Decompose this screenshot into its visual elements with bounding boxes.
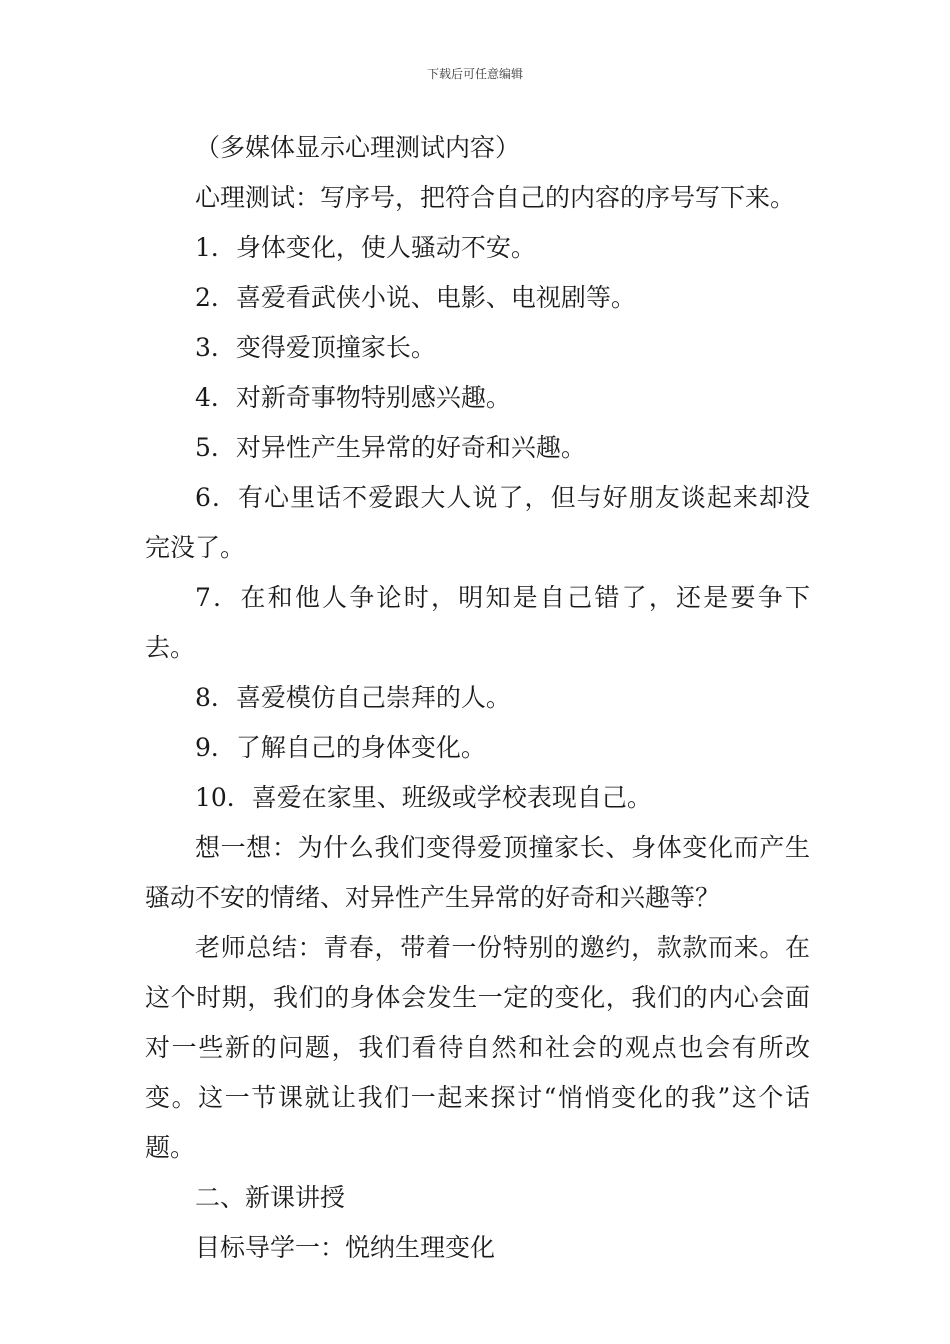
list-item-1: 1．身体变化，使人骚动不安。 bbox=[195, 233, 536, 262]
list-item-8: 8．喜爱模仿自己崇拜的人。 bbox=[195, 683, 511, 712]
document-body bbox=[145, 123, 810, 1273]
list-item-7: 7．在和他人争论时，明知是自己错了，还是要争下去。 bbox=[145, 583, 810, 662]
section-heading: 二、新课讲授 bbox=[195, 1183, 346, 1212]
paragraph-teacher-summary: 老师总结：青春，带着一份特别的邀约，款款而来。在这个时期，我们的身体会发生一定的变化，我们的内心会面对一些新的问题，我们看待自然和社会的观点也会有所改变。这一节课就让我们一起来探讨“悄悄变化的我”这个话题。 bbox=[145, 933, 810, 1162]
list-item-6: 6．有心里话不爱跟大人说了，但与好朋友谈起来却没完没了。 bbox=[145, 483, 810, 562]
page-header: 下载后可任意编辑 bbox=[426, 67, 523, 81]
list-item-4: 4．对新奇事物特别感兴趣。 bbox=[195, 383, 511, 412]
paragraph-think: 想一想：为什么我们变得爱顶撞家长、身体变化而产生骚动不安的情绪、对异性产生异常的好奇和兴趣等？ bbox=[145, 833, 810, 912]
list-item-2: 2．喜爱看武侠小说、电影、电视剧等。 bbox=[195, 283, 636, 312]
list-item-10: 10．喜爱在家里、班级或学校表现自己。 bbox=[195, 783, 652, 812]
subsection-heading: 目标导学一：悦纳生理变化 bbox=[195, 1233, 496, 1262]
list-item-5: 5．对异性产生异常的好奇和兴趣。 bbox=[195, 433, 586, 462]
list-item-3: 3．变得爱顶撞家长。 bbox=[195, 333, 436, 362]
list-item-9: 9．了解自己的身体变化。 bbox=[195, 733, 486, 762]
paragraph-test-instruction: 心理测试：写序号，把符合自己的内容的序号写下来。 bbox=[195, 183, 796, 212]
paragraph-multimedia-note: （多媒体显示心理测试内容） bbox=[195, 133, 521, 162]
